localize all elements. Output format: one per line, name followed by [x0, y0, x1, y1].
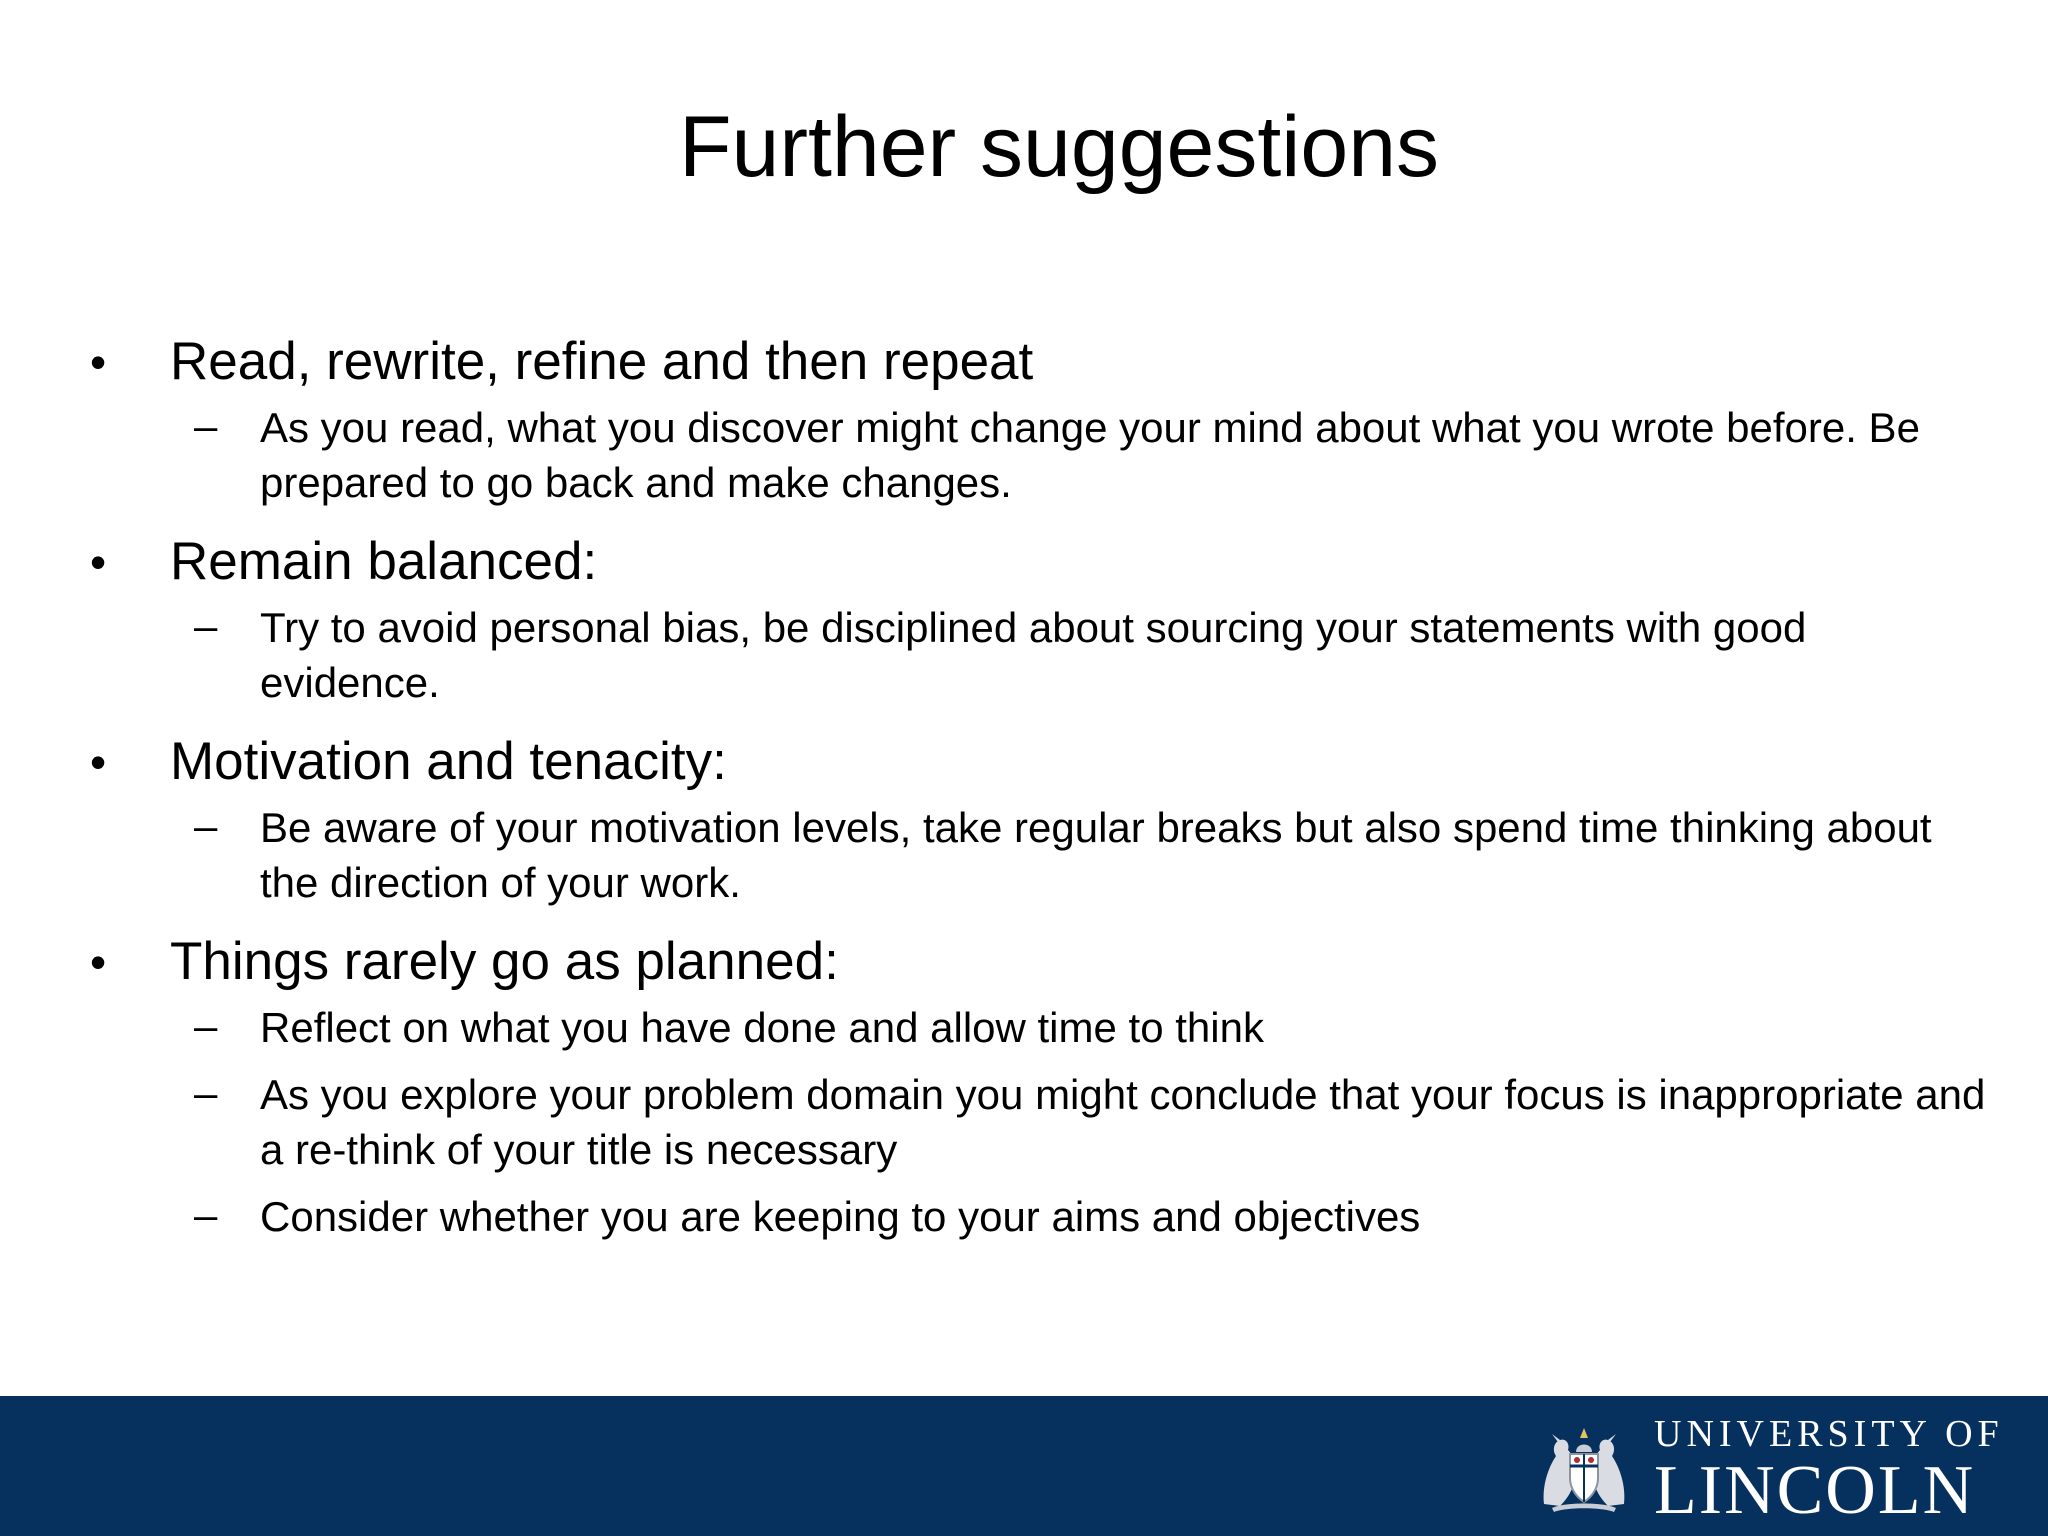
- sub-item-text: Be aware of your motivation levels, take regular breaks but also spend time thinking about the direction of your work.: [260, 804, 1932, 906]
- sub-item: [90, 1189, 1990, 1244]
- logo-line-university-of: UNIVERSITY OF: [1654, 1413, 2004, 1455]
- sub-item-text: Try to avoid personal bias, be disciplined about sourcing your statements with good evidence.: [260, 604, 1807, 706]
- sub-list: [90, 600, 1990, 710]
- sub-item: [90, 600, 1990, 710]
- bullet-text: Things rarely go as planned:: [170, 932, 839, 991]
- dash-marker: –: [194, 1002, 218, 1049]
- sub-item: [90, 1067, 1990, 1177]
- footer-bar: [0, 1396, 2048, 1536]
- dash-marker: –: [194, 802, 218, 849]
- sub-item-text: As you explore your problem domain you might conclude that your focus is inappropriate and a re-think of your title is necessary: [260, 1071, 1986, 1173]
- bullet-marker: •: [90, 336, 107, 388]
- dash-marker: –: [194, 1069, 218, 1116]
- bullet-item: [90, 724, 1990, 800]
- sub-item-text: Consider whether you are keeping to your aims and objectives: [260, 1193, 1421, 1240]
- sub-item-text: Reflect on what you have done and allow time to think: [260, 1004, 1264, 1051]
- university-logo: [1654, 1412, 2004, 1529]
- dash-marker: –: [194, 402, 218, 449]
- sub-item: [90, 1000, 1990, 1055]
- sub-list: [90, 800, 1990, 910]
- sub-item: [90, 800, 1990, 910]
- dash-marker: –: [194, 602, 218, 649]
- sub-list: [90, 400, 1990, 510]
- bullet-text: Remain balanced:: [170, 532, 598, 591]
- bullet-text: Motivation and tenacity:: [170, 732, 727, 791]
- bullet-marker: •: [90, 536, 107, 588]
- bullet-marker: •: [90, 736, 107, 788]
- logo-line-lincoln: LINCOLN: [1654, 1452, 1976, 1529]
- bullet-item: [90, 524, 1990, 600]
- sub-item: [90, 400, 1990, 510]
- bullet-list: [90, 324, 1990, 1258]
- university-crest-icon: [1534, 1416, 1634, 1516]
- bullet-text: Read, rewrite, refine and then repeat: [170, 332, 1034, 391]
- bullet-marker: •: [90, 936, 107, 988]
- dash-marker: –: [194, 1191, 218, 1238]
- bullet-item: [90, 924, 1990, 1000]
- bullet-item: [90, 324, 1990, 400]
- sub-item-text: As you read, what you discover might change your mind about what you wrote before. Be prepared to go back and make changes.: [260, 404, 1920, 506]
- slide-title: Further suggestions: [678, 99, 1440, 195]
- sub-list: [90, 1000, 1990, 1244]
